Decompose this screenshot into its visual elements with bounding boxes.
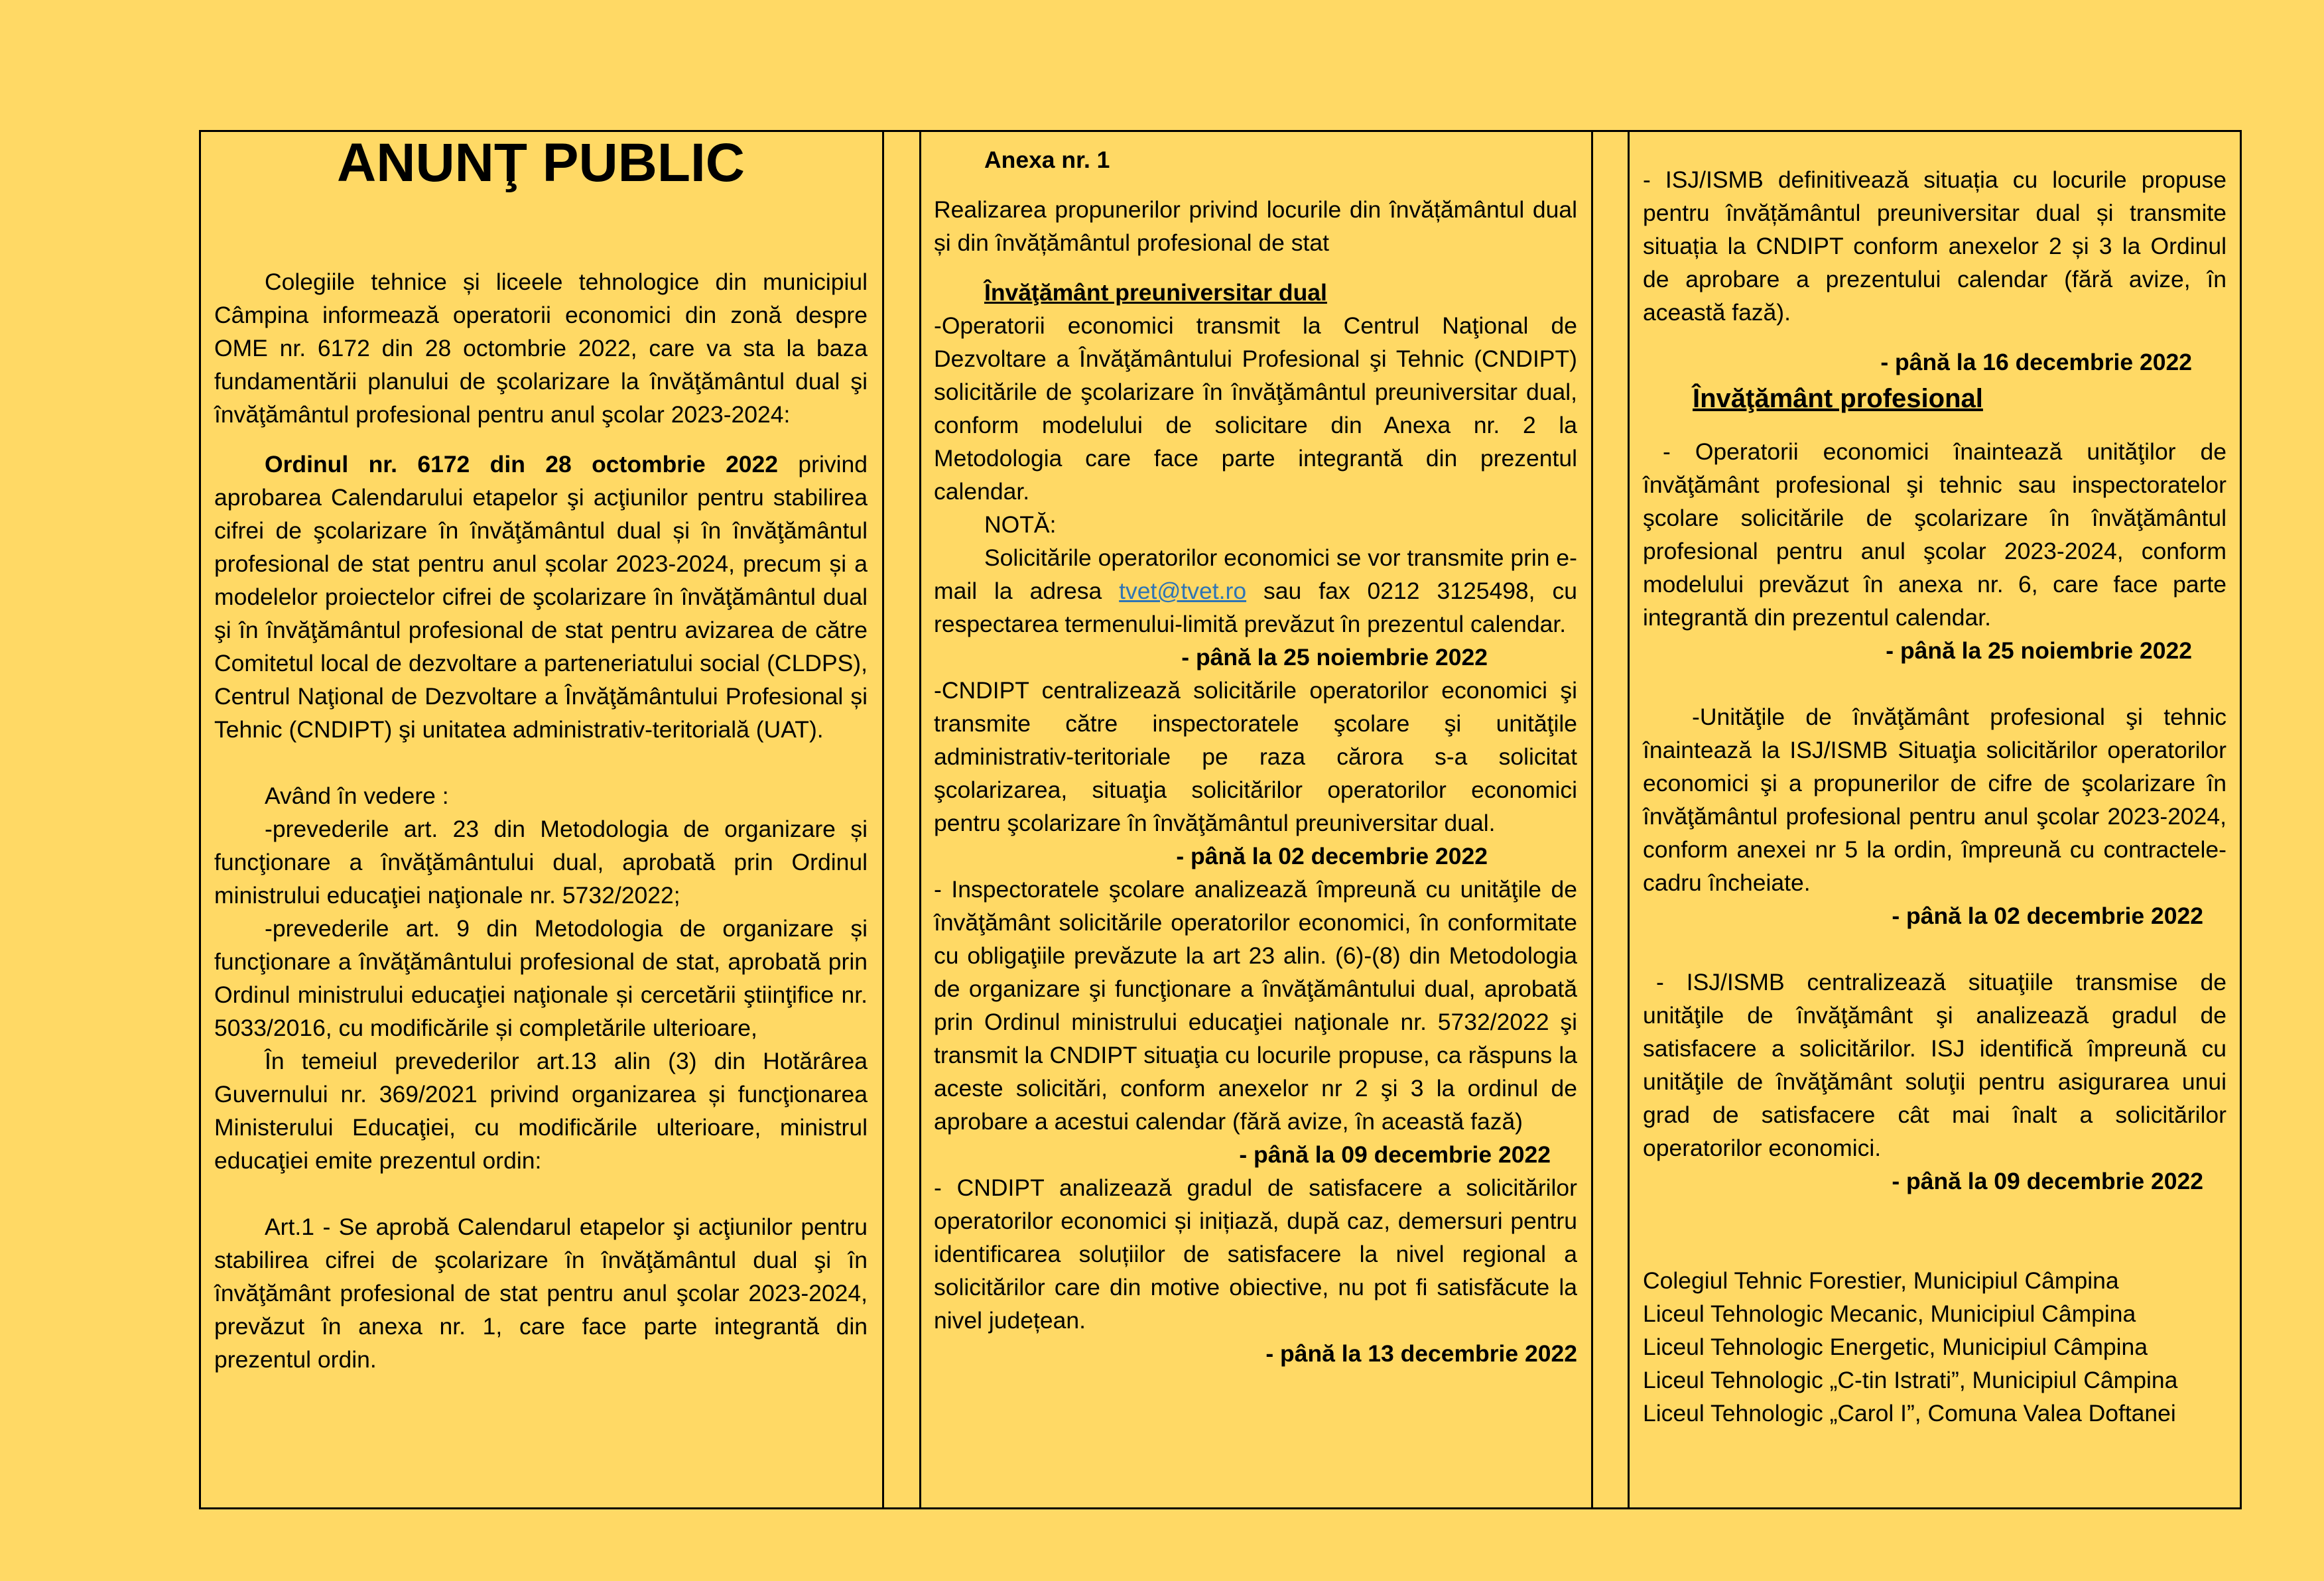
column-profesional bbox=[1643, 130, 2227, 1509]
intro-paragraph: Colegiile tehnice și liceele tehnologice din municipiul Câmpina informează operatorii economici din zonă despre OME nr. 6172 din 28 octombrie 2022, care va sta la baza fundamentării planului de şcolarizare la învăţământul dual şi învăţământul profesional pentru anul şcolar 2023-2024: bbox=[214, 269, 868, 428]
column-anexa bbox=[934, 130, 1577, 1509]
school-name: Liceul Tehnologic Energetic, Municipiul Câmpina bbox=[1643, 1334, 2148, 1360]
dual-step: - Inspectoratele şcolare analizează împreună cu unităţile de învăţământ solicitările operatorilor economici, în conformitate cu obligaţiile prevăzute la art 23 alin. (6)-(8) din Metodologia de organizare şi funcţionare a învăţământului dual, aprobată prin Ordinul ministrului educaţiei naţionale nr. 5732/2022 şi transmit la CNDIPT situaţia cu locurile propuse, ca răspuns la aceste solicitări, conform anexelor nr 2 şi 3 la ordinul de aprobare a acestui calendar (fără avize, în această fază) bbox=[934, 876, 1577, 1135]
ordin-title: Ordinul nr. 6172 din 28 octombrie 2022 bbox=[265, 451, 779, 477]
note-text: sau fax 0212 3125498, cu respectarea termenului-limită prevăzut în prezentul calendar. bbox=[934, 578, 1577, 637]
deadline: - până la 13 decembrie 2022 bbox=[1265, 1340, 1577, 1367]
deadline: - până la 25 noiembrie 2022 bbox=[1181, 644, 1488, 670]
deadline: - până la 25 noiembrie 2022 bbox=[1886, 637, 2192, 664]
temei-paragraph: În temeiul prevederilor art.13 alin (3) din Hotărârea Guvernului nr. 369/2021 privind organizarea și funcţionarea Ministerului Educaţiei, cu modificările ulterioare, ministrul educaţiei emite prezentul ordin: bbox=[214, 1048, 868, 1174]
school-name: Liceul Tehnologic Mecanic, Municipiul Câmpina bbox=[1643, 1300, 2136, 1327]
avand-label: Având în vedere : bbox=[265, 783, 449, 809]
dual-step: -Operatorii economici transmit la Centrul Naţional de Dezvoltare a Învăţământului Profesional şi Tehnic (CNDIPT) solicitările de şcolarizare în învăţământul preuniversitar dual, conform modelului de solicitare din Anexa nr. 2 la Metodologia care face parte integrantă din prezentul calendar. bbox=[934, 312, 1577, 505]
provision-paragraph: -prevederile art. 9 din Metodologia de organizare și funcţionare a învăţământului profesional de stat, aprobată prin Ordinul ministrului educaţiei naţionale și cercetării ştiinţifice nr. 5033/2016, cu modificările și completările ulterioare, bbox=[214, 915, 868, 1041]
dual-step: - CNDIPT analizează gradul de satisfacere a solicitărilor operatorilor economici și inițiază, după caz, demersuri pentru identificarea soluțiilor de satisfacere la nivel regional a solicitărilor care din motive obiective, nu pot fi satisfăcute la nivel județean. bbox=[934, 1174, 1577, 1334]
note-paragraph bbox=[934, 541, 1577, 641]
column-divider bbox=[1628, 130, 1630, 1509]
school-name: Liceul Tehnologic „C-tin Istrati”, Municipiul Câmpina bbox=[1643, 1367, 2178, 1393]
note-label: NOTĂ: bbox=[984, 511, 1057, 538]
email-link[interactable]: tvet@tvet.ro bbox=[1119, 578, 1247, 604]
section-heading-dual: Învăţământ preuniversitar dual bbox=[984, 279, 1327, 306]
column-divider bbox=[1591, 130, 1593, 1509]
deadline: - până la 09 decembrie 2022 bbox=[1239, 1141, 1551, 1168]
school-name: Colegiul Tehnic Forestier, Municipiul Câmpina bbox=[1643, 1267, 2119, 1294]
ordin-text: privind aprobarea Calendarului etapelor şi acţiunilor pentru stabilirea cifrei de şcolarizare în învăţământul dual și în învăţământul profesional de stat pentru anul școlar 2023-2024, precum și a modelelor proiectelor cifrei de şcolarizare în învăţământul dual şi în învăţământul profesional de stat pentru avizarea de către Comitetul local de dezvoltare a parteneriatului social (CLDPS), Centrul Naţional de Dezvoltare a Învăţământului Profesional și Tehnic (CNDIPT) şi unitatea administrativ-teritorială (UAT). bbox=[214, 451, 868, 743]
section-heading-profesional: Învăţământ profesional bbox=[1693, 384, 1983, 413]
school-list bbox=[1643, 1264, 2227, 1430]
profesional-step: -Unităţile de învăţământ profesional şi tehnic înaintează la ISJ/ISMB Situaţia solicitărilor operatorilor economici şi a propunerilor de cifre de şcolarizare în învăţământul profesional pentru anul şcolar 2023-2024, conform anexei nr 5 la ordin, împreună cu contractele-cadru încheiate. bbox=[1643, 704, 2227, 896]
profesional-step: - ISJ/ISMB centralizează situaţiile transmise de unităţile de învăţământ şi analizează gradul de satisfacere a solicitărilor. ISJ identifică împreună cu unităţile de învăţământ soluţii pentru asigurarea unui grad de satisfacere cât mai înalt a solicitărilor operatorilor economici. bbox=[1643, 969, 2227, 1161]
page-title: ANUNŢ PUBLIC bbox=[337, 133, 745, 193]
column-announcement bbox=[214, 130, 868, 1509]
ordin-paragraph bbox=[214, 448, 868, 746]
anexa-heading: Anexa nr. 1 bbox=[984, 147, 1110, 173]
deadline: - până la 16 decembrie 2022 bbox=[1880, 349, 2192, 375]
school-name: Liceul Tehnologic „Carol I”, Comuna Valea Doftanei bbox=[1643, 1400, 2176, 1426]
deadline: - până la 02 decembrie 2022 bbox=[1892, 903, 2203, 929]
column-divider bbox=[882, 130, 884, 1509]
column-divider bbox=[919, 130, 921, 1509]
article-paragraph: Art.1 - Se aprobă Calendarul etapelor şi acţiunilor pentru stabilirea cifrei de şcolarizare în învăţământul dual şi în învăţământ profesional de stat pentru anul şcolar 2023-2024, prevăzut în anexa nr. 1, care face parte integrantă din prezentul ordin. bbox=[214, 1214, 868, 1373]
dual-step: -CNDIPT centralizează solicitările operatorilor economici şi transmite către inspectoratele şcolare şi unităţile administrativ-teritoriale pe raza cărora s-a solicitat şcolarizarea, situaţia solicitărilor operatorilor economici pentru şcolarizare în învăţământul preuniversitar dual. bbox=[934, 677, 1577, 836]
note-text: Solicitările operatorilor economici se vor transmite prin e-mail la adresa bbox=[934, 544, 1577, 604]
deadline: - până la 02 decembrie 2022 bbox=[1176, 843, 1488, 869]
anexa-intro: Realizarea propunerilor privind locurile din învățământul dual și din învățământul profesional de stat bbox=[934, 196, 1577, 256]
dual-step: - ISJ/ISMB definitivează situația cu locurile propuse pentru învățământul preuniversitar dual și transmite situația la CNDIPT conform anexelor 2 și 3 la Ordinul de aprobare a prezentului calendar (fără avize, în această fază). bbox=[1643, 166, 2227, 326]
profesional-step: - Operatorii economici înaintează unităţilor de învăţământ profesional şi tehnic sau inspectoratelor şcolare solicitările de şcolarizare în învăţământul profesional pentru anul şcolar 2023-2024, conform modelului prevăzut în anexa nr. 6, care face parte integrantă din prezentul calendar. bbox=[1643, 438, 2227, 631]
deadline: - până la 09 decembrie 2022 bbox=[1892, 1168, 2203, 1194]
provision-paragraph: -prevederile art. 23 din Metodologia de organizare și funcţionare a învăţământului dual, aprobată prin Ordinul ministrului educaţiei naţionale nr. 5732/2022; bbox=[214, 816, 868, 909]
